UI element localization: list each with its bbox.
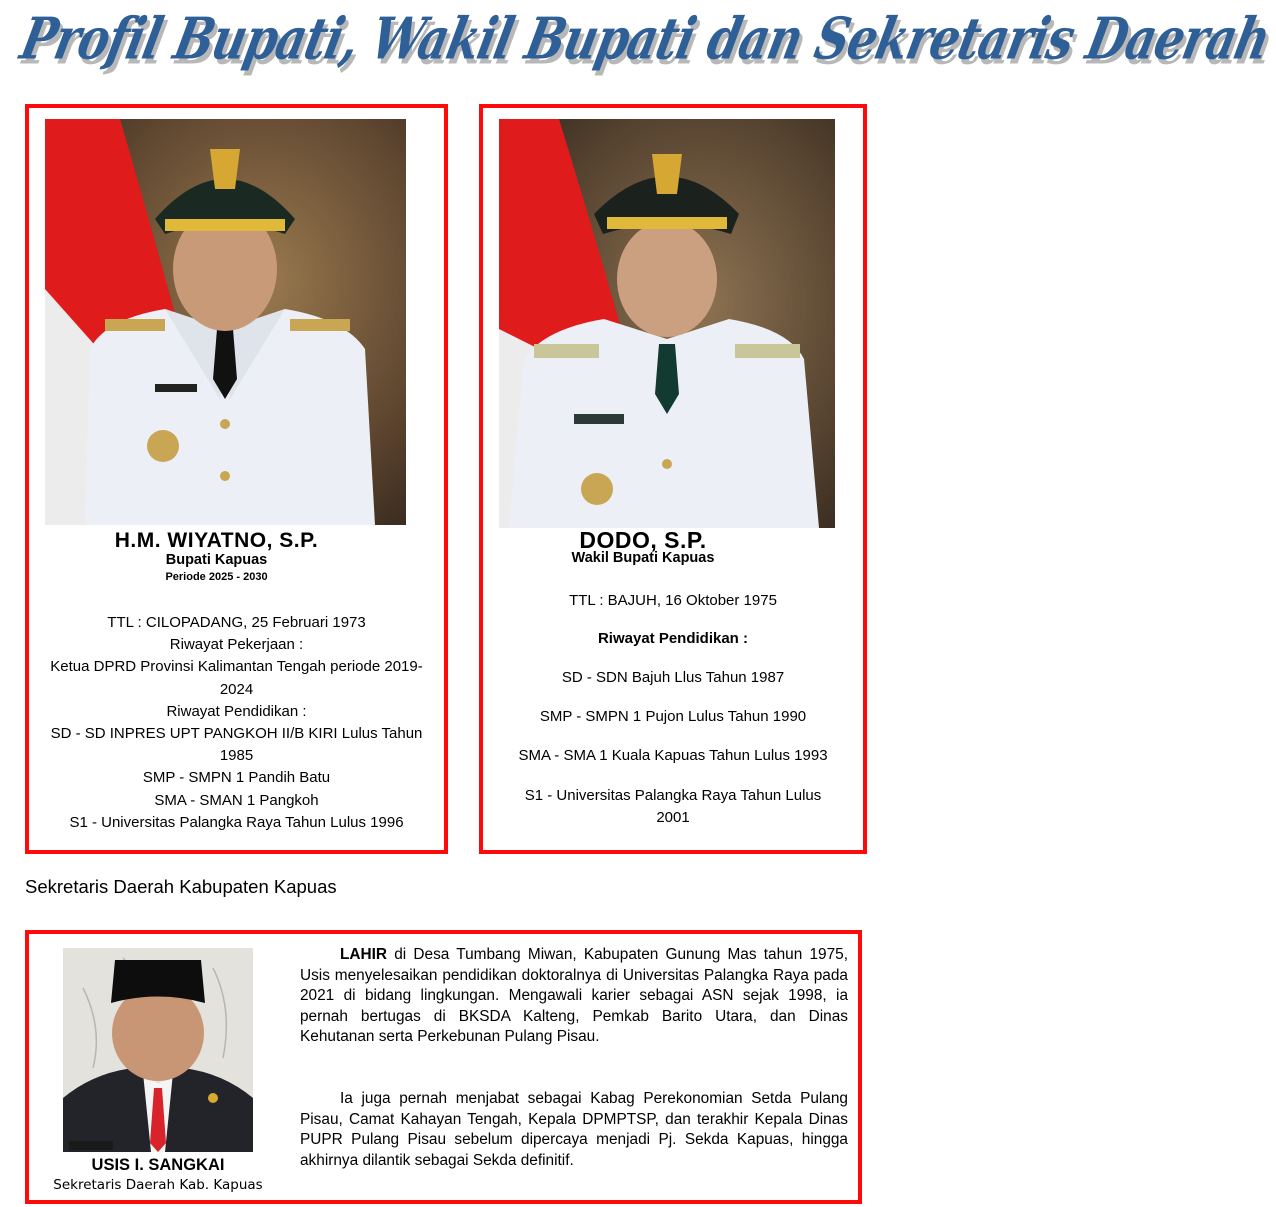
bupati-edu-item: SMP - SMPN 1 Pandih Batu (142, 769, 331, 787)
wakil-ttl: TTL : BAJUH, 16 Oktober 1975 (569, 592, 777, 609)
sekda-profile-card (25, 930, 862, 1204)
bio-text: di Desa Tumbang Miwan, Kabupaten Gunung Mas tahun 1975, Usis menyelesaikan pendidikan doktoralnya di Universitas Palangka Raya pada 2021 di bidang lingkungan. Mengawali karier sebagai ASN sejak 1998, ia pernah bertugas di BKSDA Kalteng, Pemkab Barito Utara, dan Dinas Kehutanan serta Perkebunan Pulang Pisau. (300, 946, 848, 1046)
sekda-bio-paragraph: Ia juga pernah menjabat sebagai Kabag Perekonomian Setda Pulang Pisau, Camat Kahayan Tengah, Kepala DPMPTSP, dan terakhir Kepala Dinas PUPR Pulang Pisau sebelum dipercaya menjadi Pj. Sekda Kapuas, hingga akhirnya dilantik sebagai Sekda definitif. (300, 1090, 848, 1169)
sekda-photo (63, 948, 253, 1152)
portrait-illustration (63, 948, 253, 1152)
bupati-edu-heading: Riwayat Pendidikan : (166, 702, 307, 720)
bupati-ttl: TTL : CILOPADANG, 25 Februari 1973 (107, 614, 366, 631)
bupati-edu-item: SMA - SMAN 1 Pangkoh (154, 791, 319, 809)
wakil-edu-item: SD - SDN Bajuh Llus Tahun 1987 (561, 669, 785, 686)
wakil-edu-heading: Riwayat Pendidikan : (597, 630, 749, 647)
bupati-photo (45, 119, 406, 525)
wakil-photo (499, 119, 835, 528)
sekda-bio-paragraph (300, 945, 848, 1048)
wakil-profile-card (479, 104, 867, 854)
page-title: Profil Bupati, Wakil Bupati dan Sekretaris Daerah (15, 4, 1276, 72)
wakil-edu-item: SMA - SMA 1 Kuala Kapuas Tahun Lulus 1993 (518, 747, 828, 764)
portrait-illustration (45, 119, 406, 525)
bupati-period: Periode 2025 - 2030 (165, 571, 268, 583)
sekda-name: USIS I. SANGKAI (91, 1156, 225, 1174)
portrait-illustration (499, 119, 835, 528)
wakil-role: Wakil Bupati Kapuas (571, 550, 715, 566)
sekda-section-heading: Sekretaris Daerah Kabupaten Kapuas (25, 876, 337, 897)
wakil-edu-item: S1 - Universitas Palangka Raya Tahun Lulus 2001 (524, 787, 822, 826)
bupati-edu-item: SD - SD INPRES UPT PANGKOH II/B KIRI Lulus Tahun 1985 (50, 725, 423, 765)
sekda-role: Sekretaris Daerah Kab. Kapuas (53, 1177, 263, 1193)
wakil-edu-item: SMP - SMPN 1 Pujon Lulus Tahun 1990 (539, 708, 807, 725)
wakil-name: DODO, S.P. (579, 527, 707, 553)
bupati-work-heading: Riwayat Pekerjaan : (169, 636, 304, 654)
bupati-work-item: Ketua DPRD Provinsi Kalimantan Tengah periode 2019-2024 (50, 658, 423, 698)
bupati-name: H.M. WIYATNO, S.P. (114, 529, 319, 552)
bupati-profile-card (25, 104, 448, 854)
bupati-info (29, 612, 444, 834)
bio-lead: LAHIR (340, 946, 388, 963)
bupati-role: Bupati Kapuas (165, 552, 268, 568)
bupati-edu-item: S1 - Universitas Palangka Raya Tahun Lulus 1996 (69, 813, 404, 831)
